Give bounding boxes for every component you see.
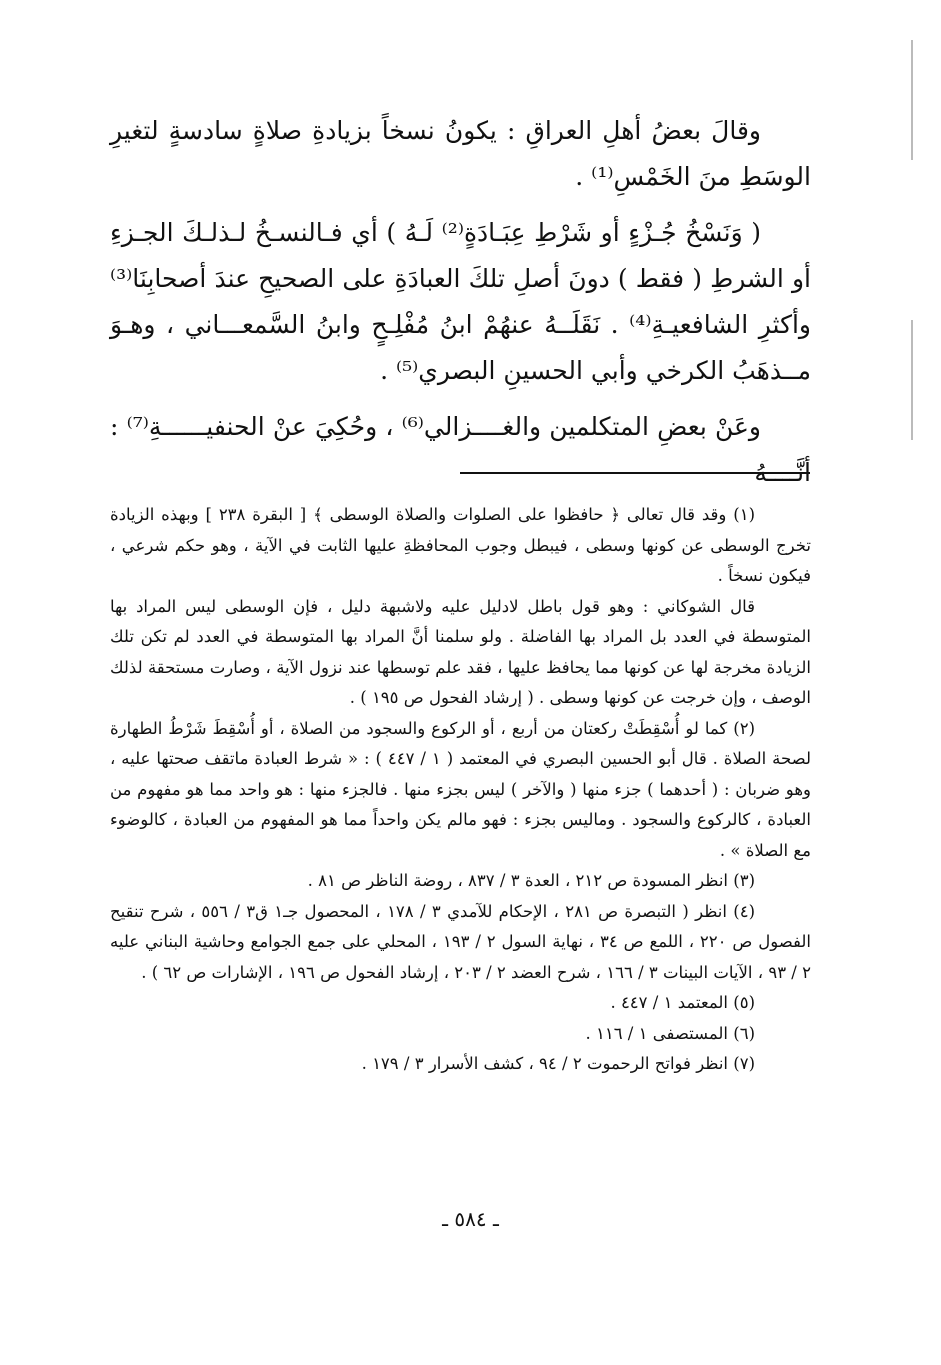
main-paragraph-3: وعَنْ بعضِ المتكلمين والغــــزالي⁽⁶⁾ ، وحُكِيَ عنْ الحنفيــــــةِ⁽⁷⁾ : أنَّــــهُ xyxy=(110,412,811,487)
footnote-3: (٣) انظر المسودة ص ٢١٢ ، العدة ٣ / ٨٣٧ ، روضة الناظر ص ٨١ . xyxy=(307,871,755,890)
footnote-2: (٢) كما لو أُسْقِطَتْ ركعتان من أربع ، أو الركوع والسجود من الصلاة ، أو أُسْقِطَ شَرْطُ الطهارة لصحة الصلاة . قال أبو الحسين البصري في المعتمد ( ١ / ٤٤٧ ) : « شرط العبادة ماتقف صحتها عليه ، وهو ضربان : ( أحدهما ) جزء منها ( والآخر ) ليس بجزء منها . فالجزء منها : هو واحد مما هو مفهوم من العبادة ، كالركوع والسجود . ومالیس بجزء : فهو مالم يكن واحداً مما هو المفهوم من العبادة ، كالوضوء مع الصلاة » . xyxy=(110,718,811,860)
footnote-separator xyxy=(460,472,810,474)
footnote-5: (٥) المعتمد ١ / ٤٤٧ . xyxy=(610,993,755,1012)
footnotes xyxy=(110,500,811,1080)
page-number: ـ ٥٨٤ ـ xyxy=(442,1207,499,1231)
main-paragraph-1: وقالَ بعضُ أهلِ العراقِ : يكونُ نسخاً بزيادةِ صلاةٍ سادسةٍ لتغيرِ الوسَطِ منَ الخَمْسِ⁽¹⁾ . xyxy=(110,116,811,191)
main-paragraph-2: ( وَنَسْخُ جُـزْءٍ أو شَرْطِ عِبَـادَةٍ⁽²⁾ لَـهُ ) أي فـالنسـخُ لـذلـكَ الجـزءِ أو الشرطِ ( فقط ) دونَ أصلِ تلكَ العبادَةِ على الصحيحِ عندَ أصحابِنَا⁽³⁾ وأكثرِ الشافعيـةِ⁽⁴⁾ . نَقَلَــهُ عنهُمْ ابنُ مُفْلِـحٍ وابنُ السَّمعـــاني ، وهـوَ مــذهَبُ الكرخي وأبي الحسينِ البصري⁽⁵⁾ . xyxy=(110,218,811,385)
footnote-4: (٤) انظر ( التبصرة ص ٢٨١ ، الإحكام للآمدي ٣ / ١٧٨ ، المحصول جـ١ ق٣ / ٥٥٦ ، شرح تنقيح الفصول ص ٢٢٠ ، اللمع ص ٣٤ ، نهاية السول ٢ / ١٩٣ ، المحلي على جمع الجوامع وحاشية البناني عليه ٢ / ٩٣ ، الآيات البينات ٣ / ١٦٦ ، شرح العضد ٢ / ٢٠٣ ، إرشاد الفحول ص ١٩٦ ، الإشارات ص ٦٢ ) . xyxy=(110,901,811,982)
main-text xyxy=(110,108,811,506)
scan-edge-mark xyxy=(911,320,913,440)
footnote-1: (١) وقد قال تعالى ﴿ حافظوا على الصلوات والصلاة الوسطى ﴾ [ البقرة ٢٣٨ ] وبهذه الزيادة تخرج الوسطى عن كونها وسطى ، فيبطل وجوب المحافظةِ عليها الثابت في الآية ، وهو حكم شرعي ، فيكون نسخاً . xyxy=(110,505,811,585)
footnote-6: (٦) المستصفى ١ / ١١٦ . xyxy=(585,1023,755,1043)
footnote-1-continuation: قال الشوكاني : وهو قول باطل لادليل عليه ولاشبهة دليل ، فإن الوسطى ليس المراد بها المتوسطة في العدد بل المراد بها الفاضلة . ولو سلمنا أنَّ المراد بها المتوسطة في العدد لم تكن تلك الزيادة مخرجة لها عن كونها مما يحافظ عليها ، فقد علم توسطها عند نزول الآية ، وصارت مستحقة لذلك الوصف ، وإن خرجت عن كونها وسطى . ( إرشاد الفحول ص ١٩٥ ) . xyxy=(110,596,811,707)
footnote-7: (٧) انظر فواتح الرحموت ٢ / ٩٤ ، كشف الأسرار ٣ / ١٧٩ . xyxy=(361,1054,755,1073)
scan-edge-mark xyxy=(911,40,913,160)
